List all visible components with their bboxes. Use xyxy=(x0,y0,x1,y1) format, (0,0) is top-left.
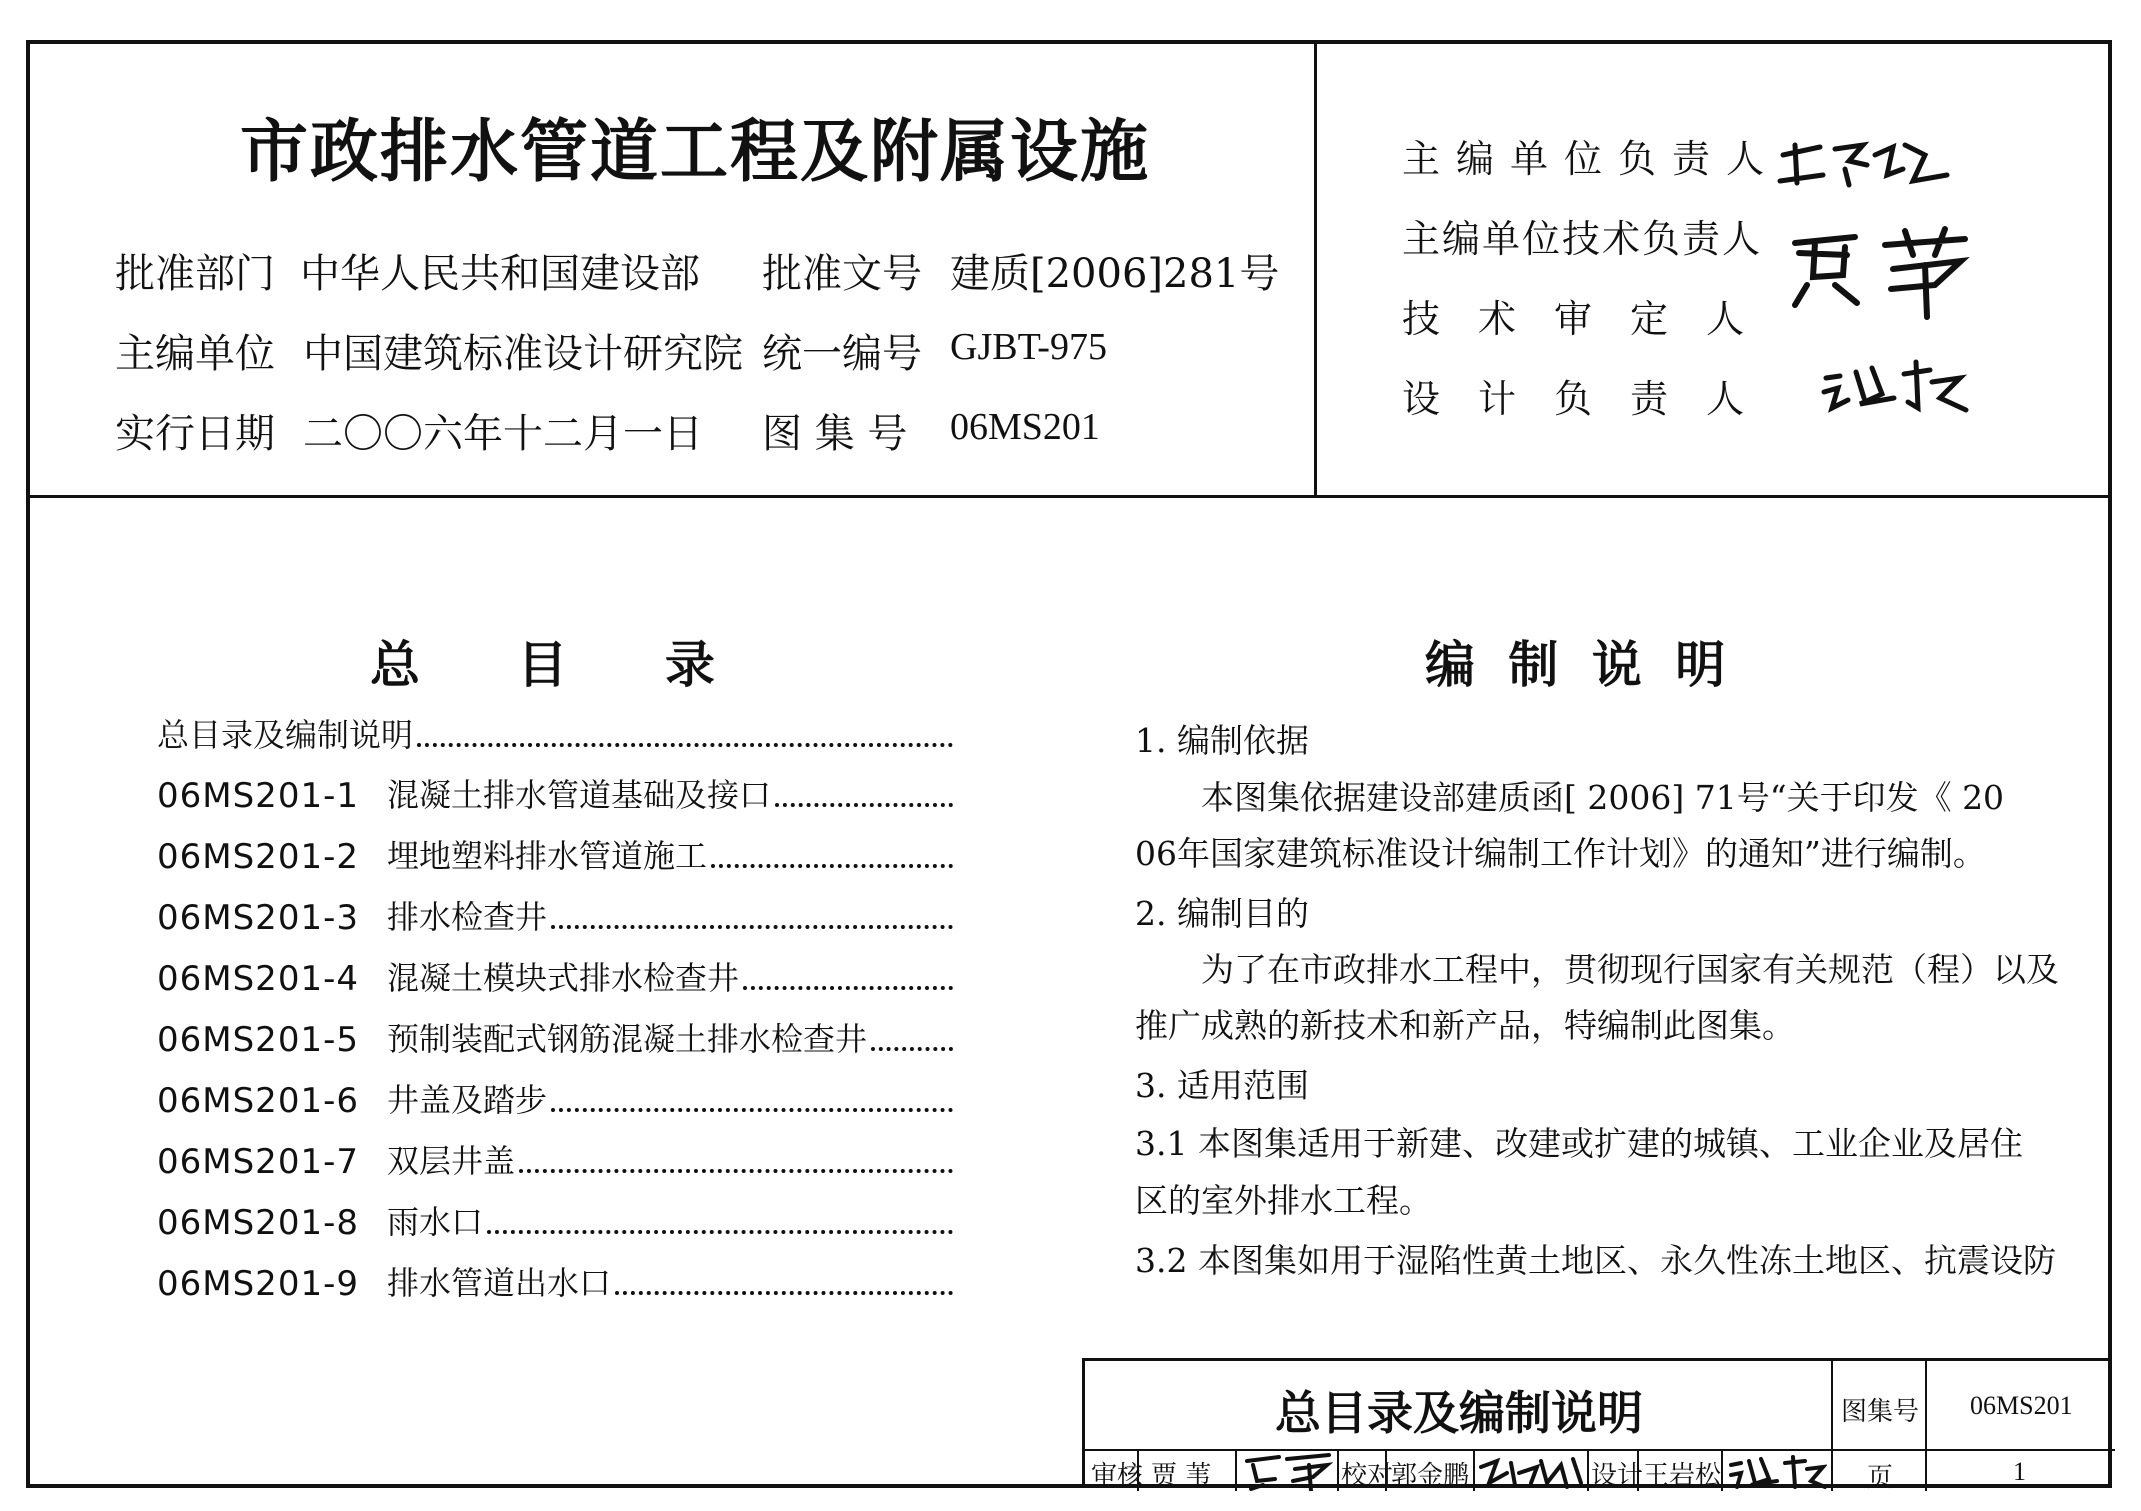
notes-line: 为了在市政排水工程中，贯彻现行国家有关规范（程）以及 xyxy=(1135,950,2059,989)
header-divider xyxy=(26,495,2112,498)
toc-heading: 总 目 录 xyxy=(370,636,715,694)
toc-item-title: 混凝土排水管道基础及接口 xyxy=(387,776,772,814)
toc-item-code: 06MS201-9 xyxy=(157,1264,359,1304)
meta-label: 批准文号 xyxy=(762,251,922,297)
notes-line: 2. 编制目的 xyxy=(1135,894,1309,933)
toc-row[interactable] xyxy=(157,712,957,756)
notes-line: 区的室外排水工程。 xyxy=(1135,1181,1432,1220)
checker-signature xyxy=(1477,1453,1585,1495)
header-column-divider xyxy=(1314,40,1317,497)
meta-value: GJBT-975 xyxy=(950,326,1107,368)
toc-item-code: 06MS201-6 xyxy=(157,1081,359,1121)
toc-item-title: 排水管道出水口 xyxy=(387,1264,612,1302)
title-block-divider xyxy=(1085,1449,2115,1451)
leader-dots xyxy=(711,864,953,868)
checker-name: 郭金鹏 xyxy=(1391,1461,1470,1491)
leader-dots xyxy=(551,1108,953,1112)
leader-dots xyxy=(519,1169,953,1173)
leader-dots xyxy=(871,1047,953,1051)
signature-image xyxy=(1775,125,1955,199)
cell-divider xyxy=(1721,1449,1723,1491)
notes-line: 本图集依据建设部建质函[ 2006] 71号“关于印发《 20 xyxy=(1135,778,2005,817)
page-label: 页 xyxy=(1867,1463,1894,1493)
toc-item-code: 06MS201-8 xyxy=(157,1203,359,1243)
toc-row[interactable] xyxy=(157,1260,957,1304)
check-label: 校对 xyxy=(1341,1461,1394,1491)
role-label: 主编单位负责人 xyxy=(1402,137,1781,181)
meta-label: 批准部门 xyxy=(115,251,275,297)
meta-value: 中华人民共和国建设部 xyxy=(300,251,700,297)
cell-divider xyxy=(1473,1449,1475,1491)
notes-line: 3. 适用范围 xyxy=(1135,1066,1309,1105)
leader-dots xyxy=(551,925,953,929)
meta-value: 二〇〇六年十二月一日 xyxy=(303,411,703,457)
toc-row[interactable] xyxy=(157,833,957,877)
toc-item-title: 埋地塑料排水管道施工 xyxy=(387,837,708,875)
toc-row[interactable] xyxy=(157,894,957,938)
leader-dots xyxy=(743,986,953,990)
toc-row[interactable] xyxy=(157,772,957,816)
drawing-title: 总目录及编制说明 xyxy=(1275,1386,1643,1440)
signature-image xyxy=(1785,225,1975,324)
toc-item-code: 06MS201-2 xyxy=(157,837,359,877)
cell-divider xyxy=(1337,1449,1339,1491)
toc-item-title: 总目录及编制说明 xyxy=(157,716,414,754)
toc-item-title: 雨水口 xyxy=(387,1203,484,1241)
cell-divider xyxy=(1587,1449,1589,1491)
designer-name: 王岩松 xyxy=(1643,1461,1722,1491)
toc-item-code: 06MS201-4 xyxy=(157,959,359,999)
meta-label: 主编单位 xyxy=(115,331,275,377)
toc-row[interactable] xyxy=(157,1199,957,1243)
notes-line: 1. 编制依据 xyxy=(1135,721,1309,760)
meta-value: 建质[2006]281号 xyxy=(950,251,1280,297)
toc-item-code: 06MS201-7 xyxy=(157,1142,359,1182)
toc-item-code: 06MS201-1 xyxy=(157,776,359,816)
reviewer-name: 贾 苇 xyxy=(1151,1461,1212,1491)
toc-item-code: 06MS201-3 xyxy=(157,898,359,938)
toc-row[interactable] xyxy=(157,1077,957,1121)
atlas-no-label: 图集号 xyxy=(1841,1397,1920,1427)
leader-dots xyxy=(615,1291,953,1295)
meta-value: 06MS201 xyxy=(950,406,1100,448)
page-number: 1 xyxy=(2013,1457,2026,1486)
role-label: 设计负责人 xyxy=(1402,377,1783,421)
toc-item-title: 井盖及踏步 xyxy=(387,1081,548,1119)
toc-row[interactable] xyxy=(157,1138,957,1182)
atlas-title: 市政排水管道工程及附属设施 xyxy=(240,113,1151,192)
meta-label: 统一编号 xyxy=(762,331,922,377)
atlas-no: 06MS201 xyxy=(1970,1391,2073,1420)
meta-label: 实行日期 xyxy=(115,411,275,457)
designer-signature xyxy=(1727,1453,1827,1495)
notes-line: 推广成熟的新技术和新产品，特编制此图集。 xyxy=(1135,1006,1795,1045)
role-label: 技术审定人 xyxy=(1402,297,1783,341)
title-block-divider xyxy=(1831,1361,1833,1491)
leader-dots xyxy=(487,1230,953,1234)
leader-dots xyxy=(775,803,953,807)
toc-item-code: 06MS201-5 xyxy=(157,1020,359,1060)
toc-row[interactable] xyxy=(157,1016,957,1060)
toc-item-title: 混凝土模块式排水检查井 xyxy=(387,959,740,997)
toc-row[interactable] xyxy=(157,955,957,999)
notes-heading: 编 制 说 明 xyxy=(1425,636,1726,694)
title-block xyxy=(1082,1358,2112,1493)
meta-value: 中国建筑标准设计研究院 xyxy=(303,331,743,377)
role-label: 主编单位技术负责人 xyxy=(1402,217,1763,261)
title-block-divider xyxy=(1925,1361,1927,1491)
signature-image xyxy=(1820,358,1970,422)
notes-line: 3.2 本图集如用于湿陷性黄土地区、永久性冻土地区、抗震设防 xyxy=(1135,1241,2056,1280)
toc-item-title: 双层井盖 xyxy=(387,1142,516,1180)
design-label: 设计 xyxy=(1591,1461,1644,1491)
leader-dots xyxy=(417,743,953,747)
toc-item-title: 预制装配式钢筋混凝土排水检查井 xyxy=(387,1020,868,1058)
cell-divider xyxy=(1235,1449,1237,1491)
notes-line: 3.1 本图集适用于新建、改建或扩建的城镇、工业企业及居住 xyxy=(1135,1124,2023,1163)
reviewer-signature xyxy=(1243,1451,1333,1495)
toc-item-title: 排水检查井 xyxy=(387,898,548,936)
notes-line: 06年国家建筑标准设计编制工作计划》的通知”进行编制。 xyxy=(1135,834,1986,873)
meta-label: 图 集 号 xyxy=(762,411,908,457)
review-label: 审核 xyxy=(1091,1461,1144,1491)
